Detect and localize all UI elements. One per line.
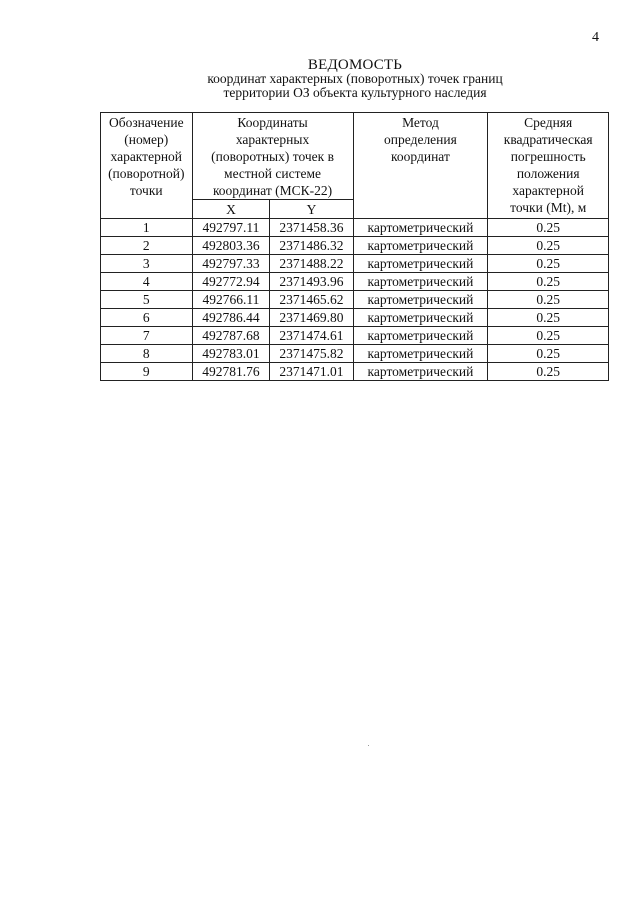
coordinates-table [100, 112, 609, 381]
error: 0.25 [488, 363, 609, 381]
scan-speck [368, 745, 369, 746]
error: 0.25 [488, 255, 609, 273]
coord-y: 2371469.80 [270, 309, 353, 327]
coord-y: 2371465.62 [270, 291, 353, 309]
table-row [101, 255, 609, 273]
table-row [101, 219, 609, 237]
error: 0.25 [488, 309, 609, 327]
point-number: 8 [101, 345, 193, 363]
point-number: 1 [101, 219, 193, 237]
header-x: X [192, 200, 270, 219]
error: 0.25 [488, 237, 609, 255]
document-heading [100, 58, 610, 100]
document-subtitle-line-1: координат характерных (поворотных) точек границ [207, 71, 503, 86]
coord-y: 2371488.22 [270, 255, 353, 273]
coord-y: 2371475.82 [270, 345, 353, 363]
point-number: 9 [101, 363, 193, 381]
error: 0.25 [488, 345, 609, 363]
table-row [101, 327, 609, 345]
page-number: 4 [592, 30, 599, 45]
coord-y: 2371474.61 [270, 327, 353, 345]
point-number: 4 [101, 273, 193, 291]
coord-x: 492803.36 [192, 237, 270, 255]
header-point-designation: Обозначение (номер) характерной (поворотной) точки [101, 113, 193, 219]
point-number: 5 [101, 291, 193, 309]
coord-y: 2371471.01 [270, 363, 353, 381]
table-row [101, 273, 609, 291]
method: картометрический [353, 255, 488, 273]
method: картометрический [353, 237, 488, 255]
point-number: 3 [101, 255, 193, 273]
point-number: 2 [101, 237, 193, 255]
method: картометрический [353, 219, 488, 237]
coord-x: 492797.33 [192, 255, 270, 273]
table-row [101, 291, 609, 309]
coord-x: 492781.76 [192, 363, 270, 381]
coord-x: 492787.68 [192, 327, 270, 345]
error: 0.25 [488, 291, 609, 309]
method: картометрический [353, 345, 488, 363]
coord-x: 492766.11 [192, 291, 270, 309]
coord-x: 492786.44 [192, 309, 270, 327]
coord-y: 2371486.32 [270, 237, 353, 255]
table-row [101, 363, 609, 381]
method: картометрический [353, 291, 488, 309]
coord-x: 492772.94 [192, 273, 270, 291]
table-row [101, 237, 609, 255]
table-row [101, 309, 609, 327]
coord-y: 2371493.96 [270, 273, 353, 291]
header-coordinates: Координаты характерных (поворотных) точек в местной системе координат (МСК-22) [192, 113, 353, 200]
table-row [101, 345, 609, 363]
header-mean-square-error: Средняя квадратическая погрешность положения характерной точки (Mt), м [488, 113, 609, 219]
error: 0.25 [488, 273, 609, 291]
header-method: Метод определения координат [353, 113, 488, 219]
coord-y: 2371458.36 [270, 219, 353, 237]
header-y: Y [270, 200, 353, 219]
point-number: 6 [101, 309, 193, 327]
coord-x: 492797.11 [192, 219, 270, 237]
error: 0.25 [488, 219, 609, 237]
document-subtitle-line-2: территории ОЗ объекта культурного наследия [223, 85, 487, 100]
method: картометрический [353, 363, 488, 381]
method: картометрический [353, 327, 488, 345]
document-title: ВЕДОМОСТЬ [307, 57, 403, 73]
method: картометрический [353, 273, 488, 291]
method: картометрический [353, 309, 488, 327]
error: 0.25 [488, 327, 609, 345]
coord-x: 492783.01 [192, 345, 270, 363]
point-number: 7 [101, 327, 193, 345]
